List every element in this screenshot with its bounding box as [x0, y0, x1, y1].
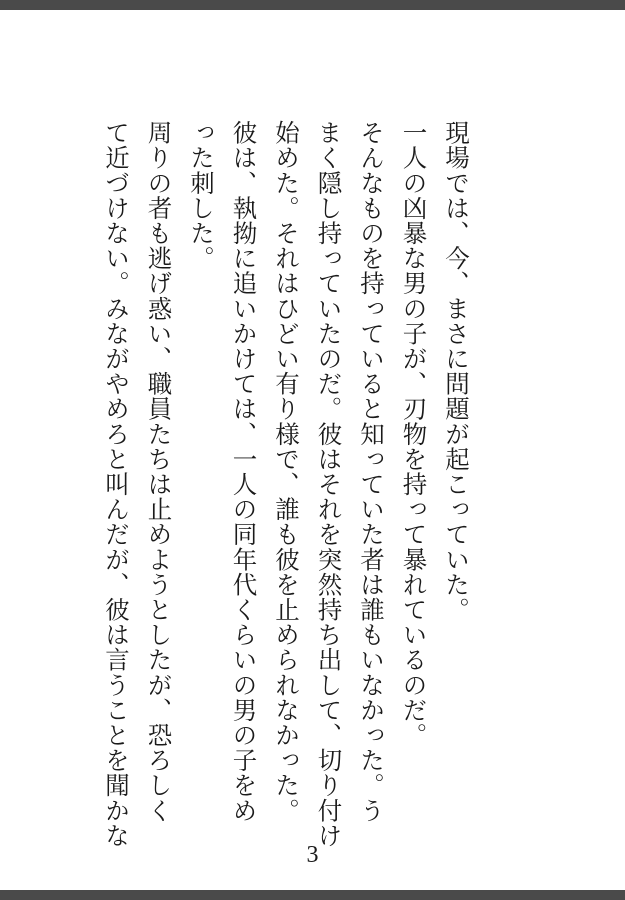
text-line-8: 周りの者も逃げ惑い、職員たちは止めようとしたが、恐ろしく — [144, 120, 174, 823]
text-line-9: て近づけない。みながやめろと叫んだが、彼は言うことを聞かな — [102, 120, 131, 848]
vertical-text-body — [95, 120, 478, 848]
text-line-3: そんなものを持っていると知っていた者は誰もいなかった。う — [357, 120, 386, 823]
text-line-6: 彼は、執拗に追いかけては、一人の同年代くらいの男の子をめ — [229, 120, 259, 823]
page-number: 3 — [306, 842, 319, 868]
text-line-1: 現場では、今、まさに問題が起こっていた。 — [442, 120, 471, 622]
bottom-border — [0, 890, 625, 900]
text-line-7: った刺した。 — [187, 120, 216, 271]
text-line-4: まく隠し持っていたのだ。彼はそれを突然持ち出して、切り付け — [314, 120, 344, 848]
text-line-5: 始めた。それはひどい有り様で、誰も彼を止められなかった。 — [272, 120, 301, 823]
text-line-2: 一人の凶暴な男の子が、刃物を持って暴れているのだ。 — [399, 120, 429, 748]
top-border — [0, 0, 625, 10]
